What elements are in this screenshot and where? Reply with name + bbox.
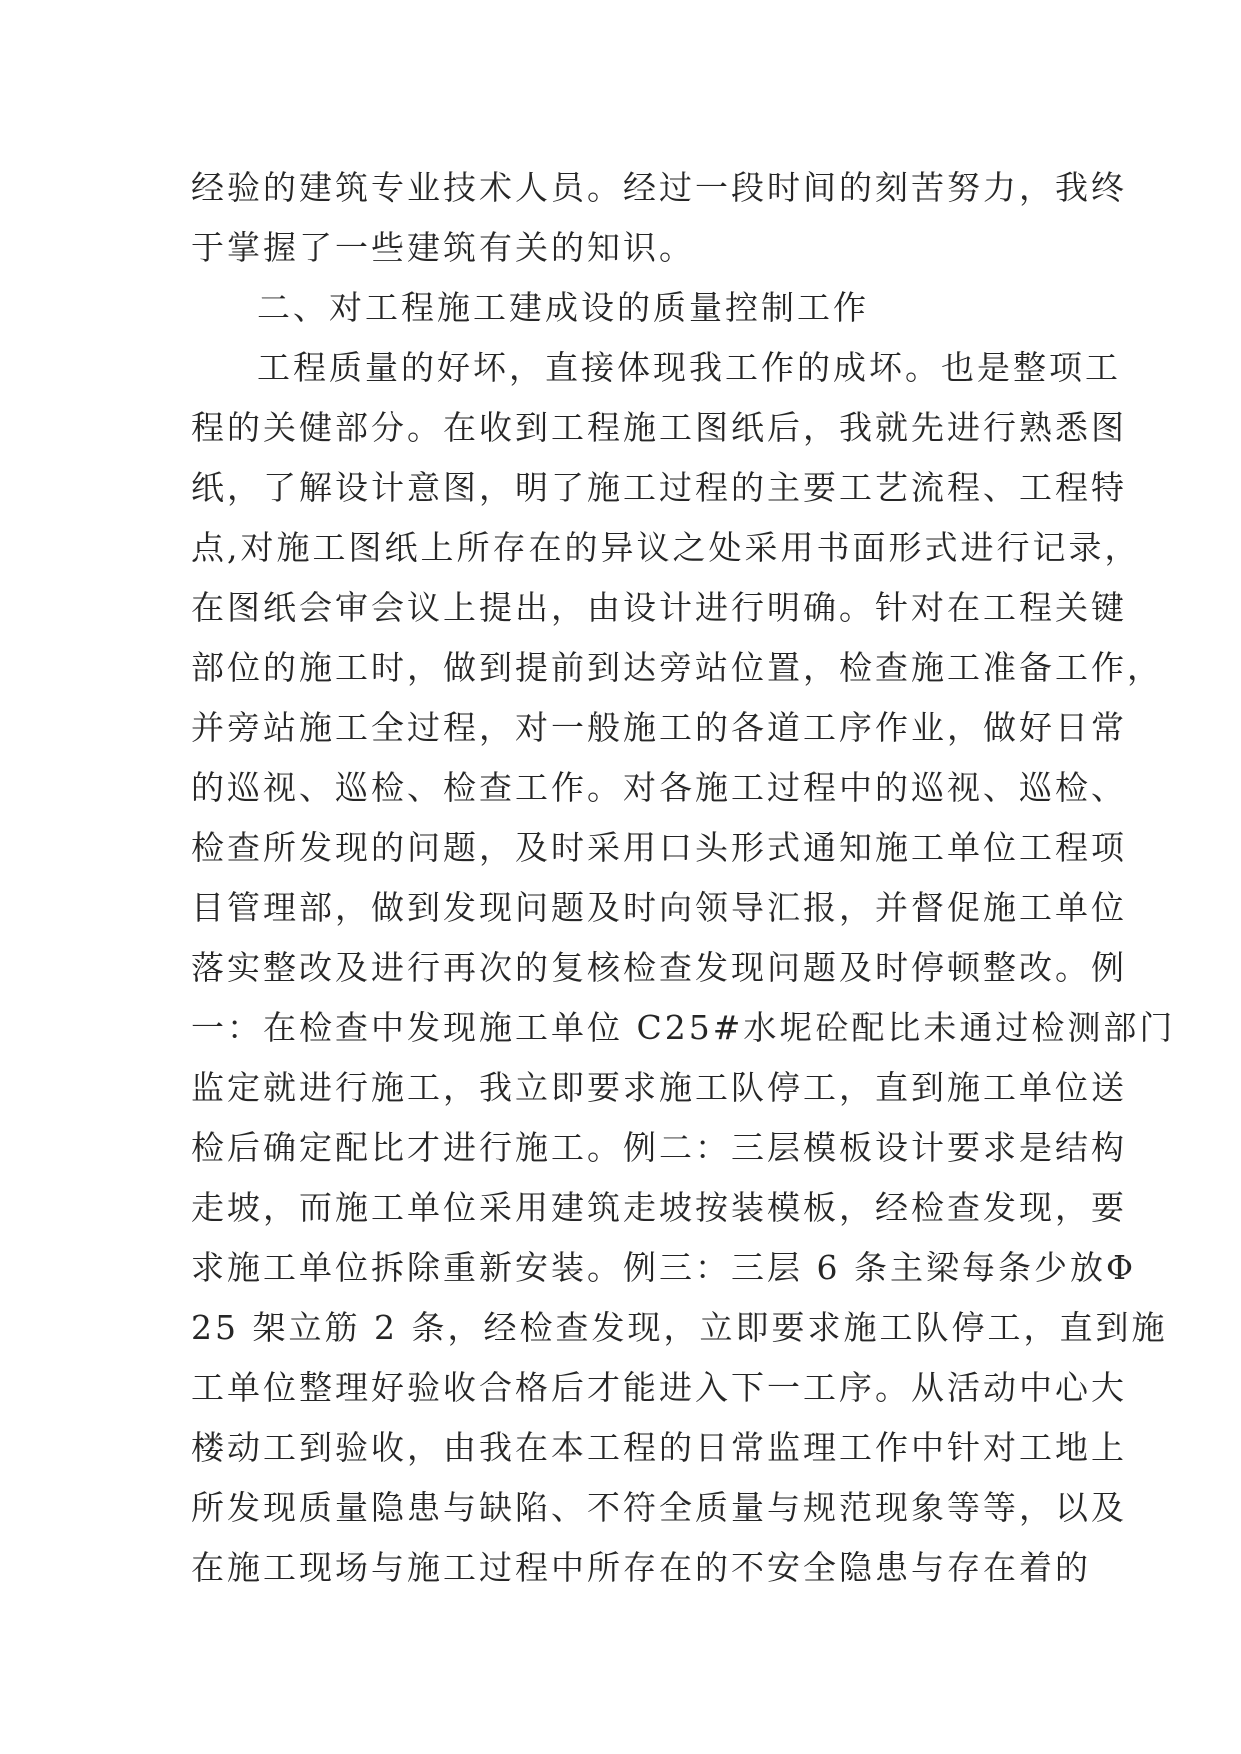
body-text — [191, 158, 1176, 1598]
text-line: 检查所发现的问题，及时采用口头形式通知施工单位工程项 — [191, 828, 1127, 867]
text-line: 二、对工程施工建成设的质量控制工作 — [257, 288, 869, 327]
text-line: 部位的施工时，做到提前到达旁站位置，检查施工准备工作， — [191, 648, 1163, 687]
text-line: 走坡，而施工单位采用建筑走坡按装模板，经检查发现，要 — [191, 1188, 1127, 1227]
text-line: 所发现质量隐患与缺陷、不符全质量与规范现象等等，以及 — [191, 1488, 1127, 1527]
text-line: 工程质量的好坏，直接体现我工作的成坏。也是整项工 — [257, 348, 1121, 387]
text-line: 纸，了解设计意图，明了施工过程的主要工艺流程、工程特 — [191, 468, 1127, 507]
text-line: 点,对施工图纸上所存在的异议之处采用书面形式进行记录， — [191, 528, 1141, 567]
text-line: 在施工现场与施工过程中所存在的不安全隐患与存在着的 — [191, 1548, 1091, 1587]
text-line: 一：在检查中发现施工单位 C25#水坭砼配比未通过检测部门 — [191, 1008, 1176, 1047]
text-line: 的巡视、巡检、检查工作。对各施工过程中的巡视、巡检、 — [191, 768, 1127, 807]
text-line: 楼动工到验收，由我在本工程的日常监理工作中针对工地上 — [191, 1428, 1127, 1467]
text-line: 25 架立筋 2 条，经检查发现，立即要求施工队停工，直到施 — [191, 1308, 1168, 1347]
text-line: 检后确定配比才进行施工。例二：三层模板设计要求是结构 — [191, 1128, 1127, 1167]
text-line: 求施工单位拆除重新安装。例三：三层 6 条主梁每条少放Φ — [191, 1248, 1137, 1287]
text-line: 监定就进行施工，我立即要求施工队停工，直到施工单位送 — [191, 1068, 1127, 1107]
text-line: 并旁站施工全过程，对一般施工的各道工序作业，做好日常 — [191, 708, 1127, 747]
text-line: 工单位整理好验收合格后才能进入下一工序。从活动中心大 — [191, 1368, 1127, 1407]
text-line: 落实整改及进行再次的复核检查发现问题及时停顿整改。例 — [191, 948, 1127, 987]
text-line: 经验的建筑专业技术人员。经过一段时间的刻苦努力，我终 — [191, 168, 1127, 207]
text-line: 目管理部，做到发现问题及时向领导汇报，并督促施工单位 — [191, 888, 1127, 927]
text-line: 在图纸会审会议上提出，由设计进行明确。针对在工程关键 — [191, 588, 1127, 627]
text-line: 于掌握了一些建筑有关的知识。 — [191, 228, 695, 267]
text-line: 程的关健部分。在收到工程施工图纸后，我就先进行熟悉图 — [191, 408, 1127, 447]
